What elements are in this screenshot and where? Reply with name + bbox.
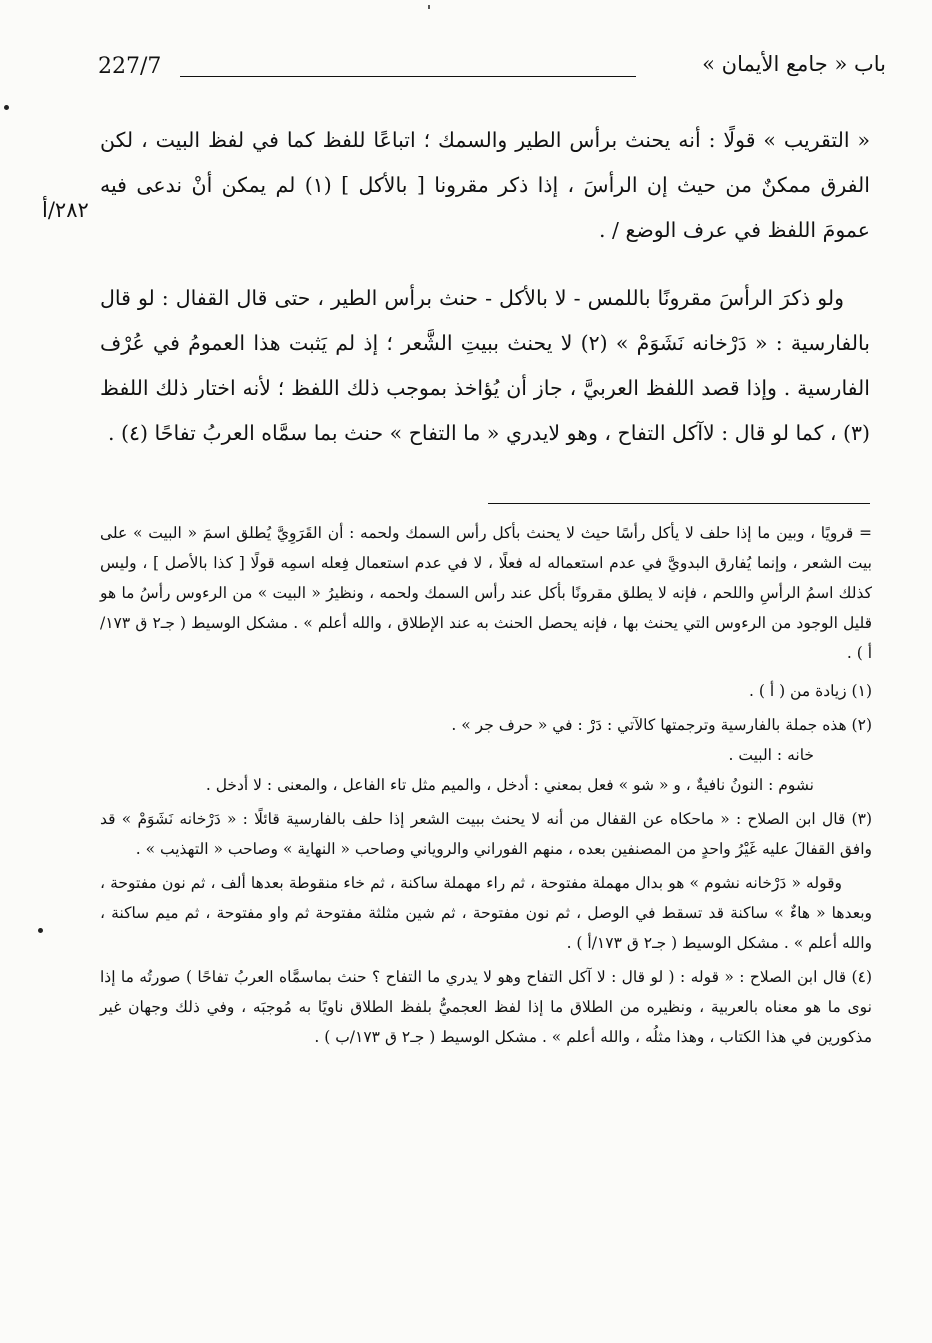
- footnotes-section: [100, 518, 872, 1052]
- scan-dot: [4, 105, 9, 110]
- scan-dot: [38, 928, 43, 933]
- footnote-2: (٢) هذه جملة بالفارسية وترجمتها كالآتي : دَرْ : في « حرف جر » .: [451, 716, 872, 734]
- page-header: [98, 50, 886, 90]
- body-paragraph: [100, 276, 870, 456]
- margin-folio-note: ٢٨٢/أ: [42, 198, 89, 222]
- scan-speck: [428, 5, 430, 9]
- footnote-1: (١) زيادة من ( أ ) .: [749, 682, 872, 700]
- paragraph-text: « التقريب » قولًا : أنه يحنث برأس الطير والسمك ؛ اتباعًا للفظ كما في لفظ البيت ، لكن الفرق ممكنٌ من حيث إن الرأسَ ، إذا ذكر مقرونا [ بالأكل ] (١) لم يمكن أنْ ندعى فيه عمومَ اللفظ في عرف الوضع / .: [100, 128, 870, 242]
- paragraph-text: ولو ذكرَ الرأسَ مقرونًا باللمس - لا بالأكل - حنث برأس الطير ، حتى قال القفال : لو قال بالفارسية : « دَرْخانه نَشَوَمْ » (٢) لا يحنث ببيتِ الشَّعر ؛ إذ لم يَثبت هذا العمومُ في عُرْف الفارسية . وإذا قصد اللفظ العربيَّ ، جاز أن يُؤاخذ بموجب ذلك اللفظ ؛ لأنه اختار ذلك اللفظ (٣) ، كما لو قال : لاآكل التفاح ، وهو لايدري « ما التفاح » حنث بما سمَّاه العربُ تفاحًا (٤) .: [100, 286, 870, 445]
- page-number: 227/7: [98, 54, 162, 79]
- footnote-2-line: خانه : البيت .: [728, 746, 814, 764]
- footnote-3: (٣) قال ابن الصلاح : « ماحكاه عن القفال من أنه لا يحنث ببيت الشعر إذا حلف بالفارسية قائلًا : « دَرْخانه نَشَوَمْ » قد وافق القفالَ عليه غَيْرُ واحدٍ من المصنفين بعده ، منهم الفوراني والروياني وصاحب « النهاية » وصاحب « التهذيب » .: [100, 810, 872, 858]
- body-paragraph: [100, 118, 870, 253]
- footnote-4: (٤) قال ابن الصلاح : « قوله : ( لو قال : لا آكل التفاح وهو لا يدري ما التفاح ؟ حنث بماسمَّاه العربُ تفاحًا ) صورتُه ما إذا نوى ما هو معناه بالعربية ، ونظيره من الطلاق ما إذا لفظ العجميُّ بلفظ الطلاق ناويًا به مُوجبَه ، وفي ذلك وجهان غير مذكورين في هذا الكتاب ، وهذا مثلُه ، والله أعلم » . مشكل الوسيط ( جـ٢ ق ١٧٣/ب ) .: [100, 968, 872, 1046]
- header-rule: [180, 76, 636, 77]
- footnote-separator: [488, 503, 870, 504]
- footnote-continuation: = قرويًا ، وبين ما إذا حلف لا يأكل رأسًا حيث لا يحنث بأكل رأس السمك ولحمه : أن القَرَوِيَّ يُطلق اسمَ « البيت » على بيت الشعر ، وإنما يُفارق البدويَّ في عدم استعماله له فعلًا ، لا في عدم استعمال فِعله اسمِه قولًا [ كذا بالأصل ] ، وليس كذلك اسمُ الرأسِ واللحم ، فإنه لا يطلق مقرونًا بأكل عند رأس السمك ولحمه ، ونظيرُ « البيت » من الرءوس رأسُ ما هو قليل الوجود من الرءوس التي يحنث بها ، فإنه يحصل الحنث به عند الإطلاق ، والله أعلم » . مشكل الوسيط ( جـ٢ ق ١٧٣/أ ) .: [100, 524, 873, 662]
- running-title: باب « جامع الأيمان »: [702, 52, 886, 76]
- footnote-2-line: نشوم : النونُ نافيةٌ ، و « شو » فعل بمعني : أدخل ، والميم مثل تاء الفاعل ، والمعنى : لا أدخل .: [205, 776, 814, 794]
- footnote-3-continuation: وقوله « دَرْخانه نشوم » هو بدال مهملة مفتوحة ، ثم راء مهملة ساكنة ، ثم خاء منقوطة بعدها ألف ، ثم نون مفتوحة ، وبعدها « هاءٌ » ساكنة قد تسقط في الوصل ، ثم نون مفتوحة ، ثم شين مثلثة مفتوحة ثم واو مفتوحة ، ثم ميم ساكنة ، والله أعلم » . مشكل الوسيط ( جـ٢ ق ١٧٣/أ ) .: [100, 874, 872, 952]
